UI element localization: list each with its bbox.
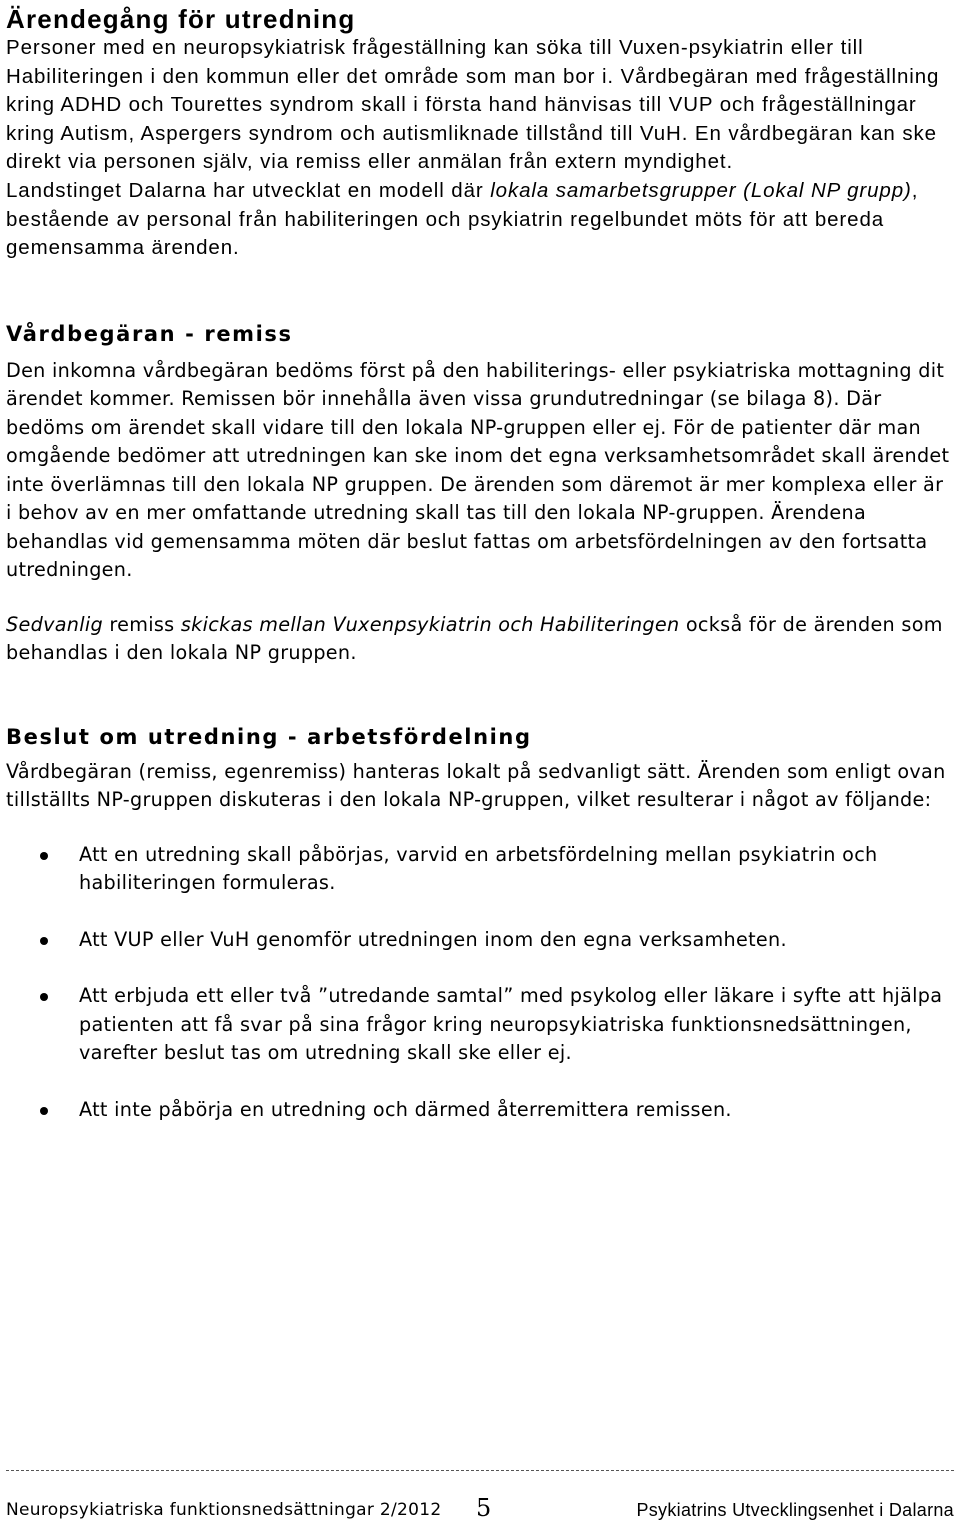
bullet-icon <box>40 937 48 945</box>
text-span: också för de ärenden som behandlas i den lokala NP gruppen. <box>6 612 943 665</box>
list-item-text: Att inte påbörja en utredning och därmed återremittera remissen. <box>79 1097 732 1121</box>
footer-document-title: Neuropsykiatriska funktionsnedsättningar 2/2012 <box>6 1500 442 1520</box>
document-page <box>6 0 954 1124</box>
list-item <box>6 926 954 955</box>
section-title-beslut: Beslut om utredning - arbetsfördelning <box>6 724 532 749</box>
section1-paragraph-2 <box>6 177 954 263</box>
italic-text-span: Sedvanlig <box>6 612 103 636</box>
section-title-vardbegaran: Vårdbegäran - remiss <box>6 321 293 346</box>
list-item-text: Att en utredning skall påbörjas, varvid en arbetsfördelning mellan psykiatrin och habiliteringen formuleras. <box>79 842 878 895</box>
list-item-text: Att VUP eller VuH genomför utredningen inom den egna verksamheten. <box>79 927 787 951</box>
section1-paragraph-1: Personer med en neuropsykiatrisk frågeställning kan söka till Vuxen-psykiatrin eller till Habiliteringen i den kommun eller det område som man bor i. Vårdbegäran med frågeställning kring ADHD och Tourettes syndrom skall i första hand hänvisas till VUP och frågeställningar kring Autism, Aspergers syndrom och autismliknade tillstånd till VuH. En vårdbegäran kan ske direkt via personen själv, via remiss eller anmälan från extern myndighet. <box>6 36 940 174</box>
section2-paragraph-1: Den inkomna vårdbegäran bedöms först på den habiliterings- eller psykiatriska mottagning dit ärendet kommer. Remissen bör innehålla även vissa grundutredningar (se bilaga 8). Där bedöms om ärendet skall vidare till den lokala NP-gruppen eller ej. För de patienter där man omgående bedömer att utredningen kan ske inom det egna verksamhetsområdet skall ärendet inte överlämnas till den lokala NP gruppen. De ärenden som däremot är mer komplexa eller är i behov av en mer omfattande utredning skall tas till den lokala NP-gruppen. Ärendena behandlas vid gemensamma möten där beslut fattas om arbetsfördelningen av den fortsatta utredningen. <box>6 358 950 582</box>
text-span: , bestående av personal från habiliteringen och psykiatrin regelbundet möts för att bereda gemensamma ärenden. <box>6 178 919 260</box>
page-footer <box>6 1494 954 1524</box>
text-span: Landstinget Dalarna har utvecklat en modell där <box>6 178 491 202</box>
decision-list <box>6 841 954 1125</box>
bullet-icon <box>40 993 48 1001</box>
list-item <box>6 841 954 898</box>
footer-organization: Psykiatrins Utvecklingsenhet i Dalarna <box>636 1500 954 1520</box>
italic-text-span: skickas mellan Vuxenpsykiatrin och Habiliteringen <box>180 612 680 636</box>
bullet-icon <box>40 1107 48 1115</box>
section3-paragraph-1: Vårdbegäran (remiss, egenremiss) hanteras lokalt på sedvanligt sätt. Ärenden som enligt ovan tillställts NP-gruppen diskuteras i den lokala NP-gruppen, vilket resulterar i något av följande: <box>6 759 946 812</box>
list-item <box>6 1096 954 1125</box>
section-title-arendegang: Ärendegång för utredning <box>6 4 356 34</box>
italic-text-span: lokala samarbetsgrupper (Lokal NP grupp) <box>490 178 912 202</box>
section2-paragraph-2 <box>6 611 954 668</box>
page-number: 5 <box>476 1494 492 1522</box>
footer-divider <box>6 1470 954 1471</box>
list-item <box>6 982 954 1068</box>
text-span: remiss <box>102 612 181 636</box>
list-item-text: Att erbjuda ett eller två ”utredande samtal” med psykolog eller läkare i syfte att hjälpa patienten att få svar på sina frågor kring neuropsykiatriska funktionsnedsättningen, varefter beslut tas om utredning skall ske eller ej. <box>79 984 943 1065</box>
bullet-icon <box>40 852 48 860</box>
